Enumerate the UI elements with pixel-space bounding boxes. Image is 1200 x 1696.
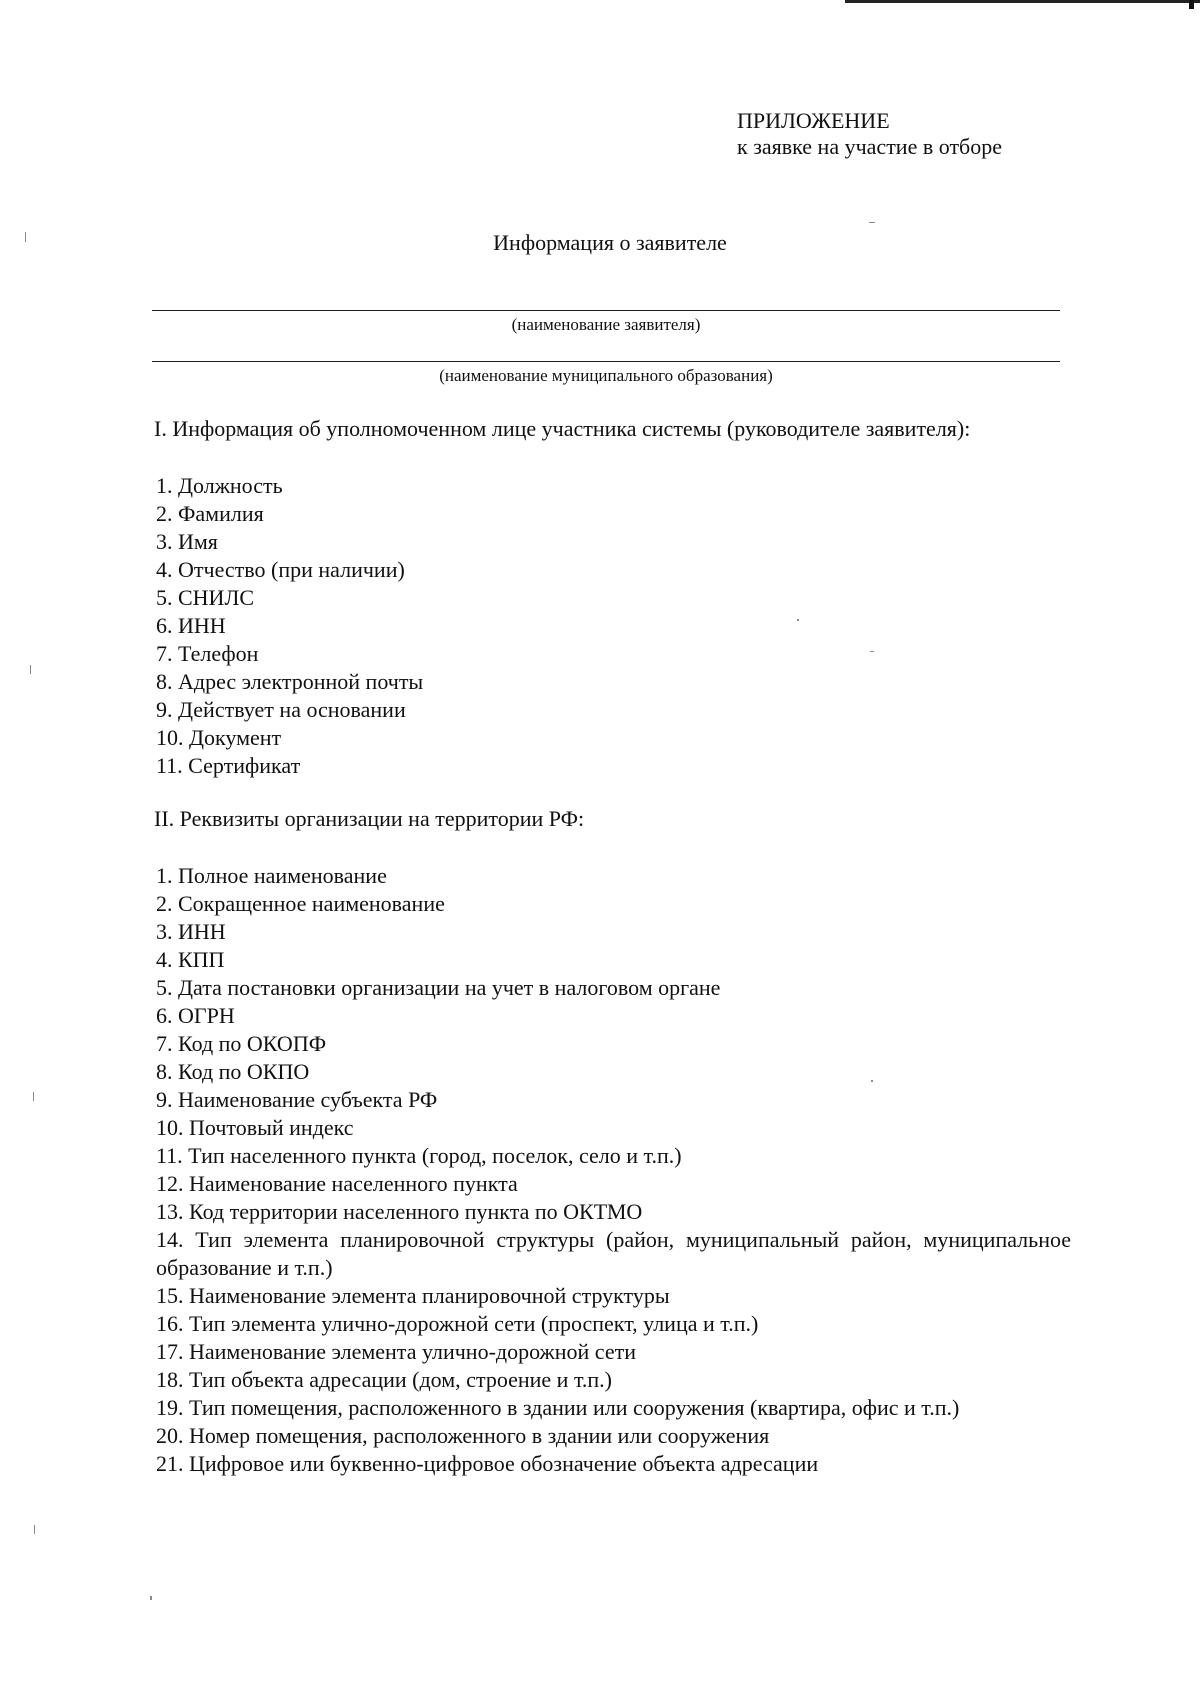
section-1-item: 4. Отчество (при наличии) [156, 557, 405, 582]
section-2-item: 21. Цифровое или буквенно-цифровое обозначение объекта адресации [156, 1451, 819, 1476]
applicant-name-line [152, 310, 1060, 311]
section-2-item: 7. Код по ОКОПФ [156, 1031, 327, 1056]
section-2-item: 6. ОГРН [156, 1003, 235, 1028]
scan-speck [25, 232, 26, 242]
section-1-item: 9. Действует на основании [156, 697, 406, 722]
section-1-list [156, 472, 1071, 780]
section-2-item: 9. Наименование субъекта РФ [156, 1087, 438, 1112]
scan-edge-mark [845, 0, 1200, 3]
section-1-item: 6. ИНН [156, 613, 226, 638]
section-2-item: 3. ИНН [156, 919, 226, 944]
section-1-item: 7. Телефон [156, 641, 259, 666]
section-1-item: 11. Сертификат [156, 753, 301, 778]
section-2-item: 12. Наименование населенного пункта [156, 1171, 518, 1196]
appendix-title: ПРИЛОЖЕНИЕ [737, 108, 890, 133]
section-2-item: 5. Дата постановки организации на учет в налоговом органе [156, 975, 721, 1000]
section-2-item: 11. Тип населенного пункта (город, поселок, село и т.п.) [156, 1143, 682, 1168]
section-2-item: 15. Наименование элемента планировочной структуры [156, 1283, 670, 1308]
section-1-title: I. Информация об уполномоченном лице участника системы (руководителе заявителя): [154, 416, 971, 441]
appendix-subtitle: к заявке на участие в отборе [737, 134, 1003, 159]
section-1-item: 3. Имя [156, 529, 218, 554]
section-2-item: 1. Полное наименование [156, 863, 387, 888]
municipality-name-caption: (наименование муниципального образования) [439, 366, 773, 385]
section-2-item: 17. Наименование элемента улично-дорожной сети [156, 1339, 636, 1364]
section-2-title: II. Реквизиты организации на территории РФ: [154, 806, 585, 831]
section-2-item: 10. Почтовый индекс [156, 1115, 354, 1140]
section-2-item: 2. Сокращенное наименование [156, 891, 445, 916]
appendix-header [737, 108, 1002, 160]
section-2-item: 18. Тип объекта адресации (дом, строение и т.п.) [156, 1367, 613, 1392]
scan-speck [870, 651, 874, 652]
municipality-name-line [152, 361, 1060, 362]
section-1-item: 10. Документ [156, 725, 282, 750]
scan-speck [34, 1525, 35, 1534]
section-1-item: 1. Должность [156, 473, 283, 498]
applicant-name-caption: (наименование заявителя) [511, 315, 701, 334]
scan-speck [150, 1596, 152, 1600]
section-2-item: 8. Код по ОКПО [156, 1059, 310, 1084]
scan-speck [869, 222, 875, 223]
section-2-item: 14. Тип элемента планировочной структуры (район, муниципальный район, муниципальное образование и т.п.) [156, 1227, 1071, 1280]
section-2-item: 20. Номер помещения, расположенного в здании или сооружения [156, 1423, 770, 1448]
document-title: Информация о заявителе [493, 230, 727, 255]
scan-speck [33, 1092, 34, 1101]
section-2-item: 4. КПП [156, 947, 225, 972]
section-2-list [156, 862, 1071, 1478]
section-2-item: 16. Тип элемента улично-дорожной сети (проспект, улица и т.п.) [156, 1311, 759, 1336]
scan-speck [871, 1080, 873, 1082]
section-1-item: 2. Фамилия [156, 501, 264, 526]
section-2-item: 13. Код территории населенного пункта по ОКТМО [156, 1199, 643, 1224]
section-2-item: 19. Тип помещения, расположенного в здании или сооружения (квартира, офис и т.п.) [156, 1395, 960, 1420]
scan-speck [797, 619, 799, 621]
section-1-item: 5. СНИЛС [156, 585, 255, 610]
section-1-item: 8. Адрес электронной почты [156, 669, 424, 694]
scan-speck [30, 665, 31, 674]
